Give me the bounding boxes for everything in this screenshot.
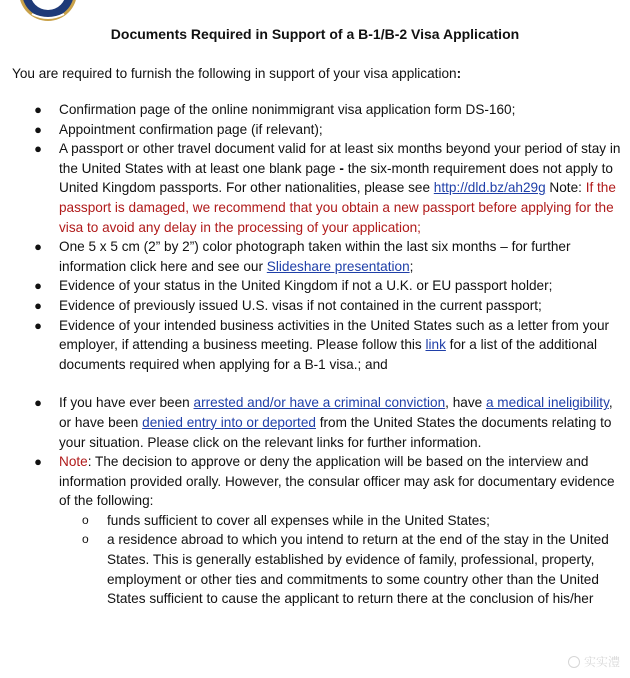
list-item-ds160: ● Confirmation page of the online nonimmigrant visa application form DS-160; xyxy=(0,100,630,120)
intro-text: You are required to furnish the following in support of your visa application: xyxy=(12,66,462,81)
passport-info-link[interactable]: http://dld.bz/ah29g xyxy=(433,180,546,196)
watermark-logo-icon xyxy=(568,656,580,668)
bullet-icon: ● xyxy=(34,317,42,333)
bullet-icon: ● xyxy=(34,141,42,157)
note-label: Note xyxy=(59,454,88,470)
hollow-bullet-icon: o xyxy=(82,532,89,547)
bullet-icon: ● xyxy=(34,102,42,117)
bullet-icon: ● xyxy=(34,278,42,294)
hollow-bullet-icon: o xyxy=(82,512,89,527)
passport-warning: If the passport is damaged, we recommend that you obtain a new passport before applying for the visa to avoid any delay in the processing of your application; xyxy=(59,180,616,235)
us-embassy-seal-icon xyxy=(18,0,78,22)
list-item-passport: ● A passport or other travel document valid for at least six months beyond your period of stay in the United States with at least one blank page - the six-month requirement does not apply to United Kingdom passports. For other nationalities, please see http://dld.bz/ah29g Note: If the passport is damaged, we recommend that you obtain a new passport before applying for the visa to avoid any delay in the processing of your application; xyxy=(34,141,621,235)
list-item-photo: ● One 5 x 5 cm (2” by 2”) color photograph taken within the last six months – for further information click here and see our Slideshare presentation; xyxy=(34,239,571,274)
bullet-icon: ● xyxy=(34,121,42,137)
evidence-sublist xyxy=(59,511,626,609)
bullet-icon: ● xyxy=(34,297,42,313)
list-item-previous-visas: ● Evidence of previously issued U.S. visas if not contained in the current passport; xyxy=(0,296,630,316)
list-item-uk-status: ● Evidence of your status in the United Kingdom if not a U.K. or EU passport holder; xyxy=(0,276,630,296)
sub-item-residence: o a residence abroad to which you intend to return at the end of the stay in the United States. This is generally established by evidence of family, professional, property, employment or other ties and commitments to some country other than the United States sufficient to cause the applicant to return there at the conclusion of his/her xyxy=(82,532,609,607)
arrest-conviction-link[interactable]: arrested and/or have a criminal conviction xyxy=(193,395,446,411)
medical-ineligibility-link[interactable]: a medical ineligibility xyxy=(485,395,609,411)
required-documents-list xyxy=(0,100,630,609)
denied-entry-link[interactable]: denied entry into or deported xyxy=(142,414,316,430)
bullet-icon: ● xyxy=(34,454,42,470)
list-item-criminal-history: ● If you have ever been arrested and/or have a criminal conviction, have a medical ineligibility, or have been denied entry into or deported from the United States the documents relating to your situation. Please click on the relevant links for further information. xyxy=(34,395,613,450)
slideshare-link[interactable]: Slideshare presentation xyxy=(266,258,410,274)
bullet-icon: ● xyxy=(34,239,42,255)
list-item-appointment: ● Appointment confirmation page (if relevant); xyxy=(0,120,630,140)
list-item-business: ● Evidence of your intended business activities in the United States such as a letter from your employer, if attending a business meeting. Please follow this link for a list of the additional documents required when applying for a B-1 visa.; and xyxy=(34,317,610,372)
bullet-icon: ● xyxy=(34,395,42,411)
b1-documents-link[interactable]: link xyxy=(425,337,446,353)
sub-item-funds: o funds sufficient to cover all expenses while in the United States; xyxy=(59,511,626,531)
watermark: 实实澧 xyxy=(568,653,620,670)
list-item-note: ● Note: The decision to approve or deny the application will be based on the interview and information provided orally. However, the consular officer may ask for documentary evidence of the following: o funds sufficient to cover all expenses while in the United States; o a residence abroad to which you intend to return at the end of the stay in the United States. This is generally established by evidence of family, professional, property, employment or other ties and commitments to some country other than the United States sufficient to cause the applicant to return there at the conclusion of his/her xyxy=(0,452,630,609)
page-title: Documents Required in Support of a B-1/B-2 Visa Application xyxy=(110,26,520,42)
